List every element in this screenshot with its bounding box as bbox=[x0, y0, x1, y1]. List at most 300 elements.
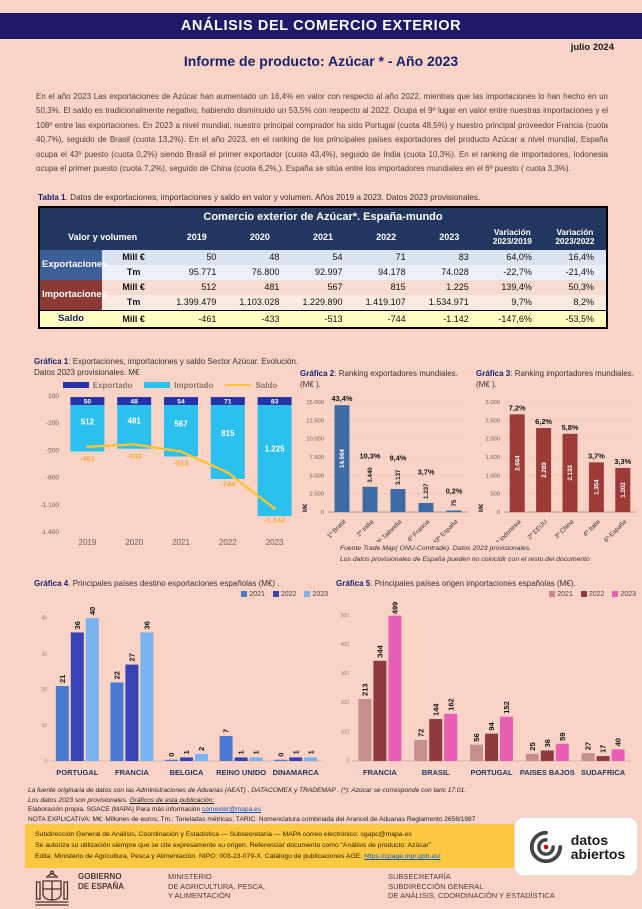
chart-evolution-legend bbox=[34, 378, 306, 392]
bar-value-label: 14.564 bbox=[339, 449, 347, 469]
x-axis-label: 2º India bbox=[355, 518, 376, 539]
x-axis-label: BRASIL bbox=[421, 768, 450, 777]
legend-item bbox=[225, 381, 277, 390]
caption-text: : Ranking importadores mundiales. (M€ ). bbox=[476, 369, 634, 389]
chart-importers-block bbox=[476, 368, 640, 547]
x-axis-label: 43º España bbox=[431, 518, 460, 542]
datos-abiertos-swirl-icon bbox=[527, 828, 565, 866]
y-tick-label: 15.000 bbox=[306, 400, 324, 406]
unit-cell: Mill € bbox=[102, 310, 165, 328]
x-axis-label: 2019 bbox=[78, 538, 97, 547]
x-axis-label: FRANCIA bbox=[363, 768, 397, 777]
pct-label: 7,2% bbox=[508, 403, 526, 413]
spain-coat-of-arms-icon bbox=[34, 869, 70, 907]
bar-value-label: 2.289 bbox=[540, 462, 548, 478]
saldo-value-label: -513 bbox=[173, 458, 189, 468]
export-value-label: 48 bbox=[130, 398, 138, 406]
group-bar bbox=[125, 665, 138, 761]
group-bar bbox=[56, 686, 69, 761]
group-bar bbox=[220, 736, 233, 761]
row-group-label: Exportaciones bbox=[39, 250, 102, 280]
x-axis-label: 3º China bbox=[553, 518, 576, 541]
y-tick-label: 5.000 bbox=[309, 473, 324, 480]
pct-label: 0,2% bbox=[445, 486, 463, 496]
legend-label: Importado bbox=[174, 380, 214, 390]
variation-header: Variación 2023/2019 bbox=[481, 225, 544, 250]
page-title: Informe de producto: Azúcar * - Año 2023 bbox=[183, 53, 459, 69]
datos-abiertos-logo bbox=[514, 817, 638, 876]
x-axis-label: 1º Indonesia bbox=[493, 518, 523, 542]
bar-value-label: 94 bbox=[487, 722, 497, 731]
row-group-label: Importaciones bbox=[39, 280, 102, 311]
g5-svg bbox=[336, 599, 634, 781]
report-banner: ANÁLISIS DEL COMERCIO EXTERIOR bbox=[0, 13, 642, 39]
value-cell: 92.997 bbox=[291, 265, 354, 280]
y-tick-label: 300 bbox=[340, 671, 349, 678]
bar-value-label: 3.440 bbox=[367, 467, 375, 483]
legend-label: 2021 bbox=[249, 590, 265, 598]
x-axis-label: 4º Italia bbox=[582, 518, 602, 539]
x-axis-label: 4º Francia bbox=[406, 518, 432, 542]
value-cell: 71 bbox=[355, 250, 418, 265]
caption-text: . Principales países origen importaciones españolas (M€). bbox=[370, 579, 576, 588]
chart-importers-plot bbox=[476, 390, 640, 547]
bar-value-label: 0 bbox=[167, 752, 177, 757]
legend-label: Saldo bbox=[255, 380, 278, 390]
footer-nota-line: NOTA EXPLICATIVA: M€: Millones de euros; Tm.: Toneladas métricas; TARIC: Nomenclatura combinada del Arancel de Aduanas Reglamento 2658/1987 bbox=[28, 815, 476, 823]
pct-label: 6,2% bbox=[535, 417, 553, 427]
pct-label: 9,4% bbox=[389, 453, 407, 463]
group-bar bbox=[86, 618, 99, 761]
bar-value-label: 344 bbox=[375, 645, 385, 658]
export-value-label: 83 bbox=[270, 398, 279, 406]
import-bar bbox=[117, 405, 151, 449]
unit-cell: Mill € bbox=[102, 250, 165, 265]
x-axis-label: BELGICA bbox=[169, 768, 204, 777]
group-bar bbox=[612, 749, 625, 761]
chart-evolution-block bbox=[34, 356, 306, 555]
chart-origins-plot bbox=[336, 599, 636, 786]
row-group-label: Saldo bbox=[39, 310, 102, 328]
y-tick-label: 100 bbox=[340, 729, 349, 736]
group-bar bbox=[485, 734, 498, 761]
value-cell: 512 bbox=[165, 280, 228, 295]
bar-value-label: 213 bbox=[360, 683, 370, 696]
x-axis-label: 2021 bbox=[172, 538, 190, 547]
datos-logo-word1: datos bbox=[570, 831, 609, 848]
chart-destinations-legend bbox=[34, 589, 328, 599]
bar-value-label: 2 bbox=[197, 746, 207, 751]
group-bar bbox=[388, 616, 401, 761]
graficos-publicacion-link[interactable]: Gráficos de esta publicación: bbox=[129, 796, 215, 804]
group-bar bbox=[235, 757, 248, 761]
report-date: julio 2024 bbox=[570, 42, 614, 53]
import-bar bbox=[70, 405, 104, 451]
group-bar bbox=[195, 754, 208, 761]
bar-value-label: 56 bbox=[472, 733, 482, 742]
y-tick-label: 10.000 bbox=[306, 436, 324, 443]
y-tick-label: 2.500 bbox=[485, 418, 500, 425]
bar-value-label: 0 bbox=[276, 752, 286, 757]
y-tick-label: 1.000 bbox=[485, 473, 500, 480]
legend-swatch bbox=[581, 591, 587, 597]
y-tick-label: 20 bbox=[41, 687, 47, 694]
legend-swatch bbox=[225, 384, 251, 387]
legend-item bbox=[273, 591, 297, 598]
variation-header: Variación 2023/2022 bbox=[544, 225, 607, 250]
value-cell: -22,7% bbox=[481, 265, 544, 280]
legend-swatch bbox=[549, 591, 555, 597]
table-caption-text: . Datos de exportaciones, importaciones y saldo en valor y volumen. Años 2019 a 2023. Datos 2023 provisionales. bbox=[65, 193, 481, 202]
y-axis-title: M€ bbox=[303, 503, 309, 512]
legend-item bbox=[549, 591, 573, 598]
value-cell: 481 bbox=[228, 280, 291, 295]
bar-value-label: 162 bbox=[446, 698, 456, 711]
x-axis-label: 6º España bbox=[602, 518, 629, 542]
charts-row-1 bbox=[0, 356, 642, 578]
group-bar bbox=[541, 751, 554, 761]
bar-value-label: 27 bbox=[583, 741, 593, 751]
bar-value-label: 2.133 bbox=[567, 465, 575, 481]
bar-value-label: 1.237 bbox=[423, 483, 431, 499]
saldo-value-label: -433 bbox=[126, 451, 142, 461]
chart-evolution-caption bbox=[34, 356, 306, 378]
bar-value-label: 1 bbox=[251, 750, 261, 755]
group-bar bbox=[444, 714, 457, 761]
legend-item bbox=[612, 591, 636, 598]
chart-import-origins-block bbox=[336, 578, 636, 786]
value-cell: 83 bbox=[418, 250, 481, 265]
x-axis-label: 2020 bbox=[125, 538, 144, 547]
group-bar bbox=[500, 717, 513, 761]
group-bar bbox=[140, 632, 153, 761]
x-axis-label: REINO UNIDO bbox=[216, 768, 267, 777]
bar-value-label: 40 bbox=[87, 606, 97, 616]
saldo-value-label: -1.142 bbox=[263, 515, 286, 525]
chart-destinations-plot bbox=[34, 599, 328, 786]
trade-table bbox=[38, 206, 608, 329]
value-cell: -513 bbox=[291, 310, 354, 328]
legend-swatch bbox=[144, 382, 170, 388]
bar-value-label: 75 bbox=[451, 499, 459, 507]
table-caption-label: Tabla 1 bbox=[38, 193, 66, 202]
footnote-source: Fuente Trade Map( ONU-Comtrade). Datos 2023 provisionales. bbox=[340, 545, 532, 552]
y-tick-label: 30 bbox=[41, 651, 47, 658]
bar-value-label: 22 bbox=[112, 671, 122, 680]
caption-bold: Gráfica 2 bbox=[300, 369, 335, 378]
chart-origins-caption bbox=[336, 578, 636, 589]
banner-line-edita: Edita: Ministerio de Agricultura, Pesca y Alimentación. NIPO: 003-23-079-X. Catálogo de publicaciones AGE: https://cpage.mpr.gob.es/ bbox=[35, 853, 441, 860]
legend-label: 2021 bbox=[557, 590, 573, 598]
value-cell: 8,2% bbox=[544, 295, 607, 311]
group-bar bbox=[373, 661, 386, 761]
y-tick-label: 200 bbox=[340, 700, 349, 707]
bar-value-label: 152 bbox=[502, 701, 512, 714]
rank-bar bbox=[447, 511, 462, 513]
value-cell: 74.028 bbox=[418, 265, 481, 280]
legend-swatch bbox=[63, 382, 89, 388]
group-bar bbox=[71, 632, 84, 761]
chart-exporters-caption bbox=[300, 368, 472, 390]
x-axis-label: 1º Brasil bbox=[325, 518, 348, 540]
footer-elaboracion-line: Elaboración propia. SGACE (MAPA) Para más información comexter@mapa.es bbox=[28, 806, 262, 814]
chart-evolution-plot bbox=[34, 392, 306, 555]
legend-swatch bbox=[273, 591, 279, 597]
unit-cell: Mill € bbox=[102, 280, 165, 295]
g1-svg bbox=[34, 392, 306, 550]
x-axis-label: PORTUGAL bbox=[470, 768, 513, 777]
group-bar bbox=[414, 740, 427, 761]
saldo-value-label: -744 bbox=[220, 479, 236, 489]
x-axis-label: 2022 bbox=[218, 538, 237, 547]
chart-exporters-plot bbox=[300, 390, 472, 547]
legend-label: Exportado bbox=[92, 380, 133, 390]
pct-label: 3,7% bbox=[417, 467, 435, 477]
y-tick-label: 0 bbox=[320, 510, 324, 516]
y-tick-label: -500 bbox=[45, 447, 59, 455]
value-cell: 95.771 bbox=[165, 265, 228, 280]
group-bar bbox=[289, 757, 302, 761]
unit-cell: Tm bbox=[102, 295, 165, 311]
banner-line-contact: Subdirección General de Análisis, Coordinación y Estadística — Subsecretaría — MAPA correo electrónico: sgapc@mapa.es bbox=[35, 831, 412, 838]
value-cell: -433 bbox=[228, 310, 291, 328]
chart-export-destinations-block bbox=[34, 578, 328, 786]
pct-label: 3,7% bbox=[587, 451, 605, 461]
value-cell: 64,0% bbox=[481, 250, 544, 265]
y-tick-label: 400 bbox=[340, 641, 349, 648]
group-bar bbox=[110, 682, 123, 761]
value-cell: 139,4% bbox=[481, 280, 544, 295]
legend-label: 2023 bbox=[312, 590, 328, 598]
footer-source-line: La fuente originaria de datos son las Administraciones de Aduanas (AEAT) , DATACOMEX y TRADEMAP . (*): Azúcar se corresponde con taric 17.01. bbox=[28, 787, 467, 794]
bar-value-label: 21 bbox=[57, 674, 67, 683]
import-value-label: 815 bbox=[221, 429, 235, 439]
bar-value-label: 499 bbox=[390, 601, 400, 615]
chart-destinations-caption bbox=[34, 578, 328, 589]
export-value-label: 54 bbox=[177, 398, 185, 406]
g2-svg bbox=[300, 390, 470, 542]
footer-provisional-line: Los datos 2023 son provisionales. Gráficos de esta publicación: bbox=[28, 796, 215, 804]
value-cell: 1.229.890 bbox=[291, 295, 354, 311]
value-cell: 1.225 bbox=[418, 280, 481, 295]
value-cell: 50,3% bbox=[544, 280, 607, 295]
legend-item bbox=[581, 591, 605, 598]
bar-value-label: 36 bbox=[542, 739, 552, 748]
ministerio-label: MINISTERIO DE AGRICULTURA, PESCA, Y ALIMENTACIÓN bbox=[168, 872, 265, 900]
y-tick-label: 2.000 bbox=[485, 436, 500, 443]
year-header: 2020 bbox=[228, 225, 291, 250]
y-tick-label: 40 bbox=[41, 615, 47, 622]
x-axis-label: 3º Tailandia bbox=[375, 518, 404, 542]
intro-paragraph: En el año 2023 Las exportaciones de Azúcar han aumentado un 16,4% en valor con respecto al año 2022, mientras que las importaciones lo han hecho en un 50,3%. El saldo es tradicionalmente negativo, habiendo disminuido un 53,5% con respecto al 2022. Ocupa el 9º lugar en valor entre nuestras importaciones y el 108º entre las exportaciones. En 2023 a nivel mundial, nuestro principal comprador ha sido Portugal (cuota 48,5%) y nuestro principal proveedor Francia (cuota 40,7%), seguido de Brasil (cuota 13,2%). En el año 2023, en el ranking de los principales países exportadores del producto Azúcar a nivel mundial, España ocupa el 43º puesto (cuota 0,2%) siendo Brasil el primer exportador (cuota 43,4%), seguido de India (cuota 10,3%). En el ranking de importadores, Indonesia ocupa el primer puesto (cuota 7,2%), seguido de China (cuota 6,2%,). España se sitúa entre los importadores mundiales en el 6º puesto ( cuota 3,3%). bbox=[36, 92, 608, 174]
pct-label: 10,3% bbox=[359, 451, 381, 461]
bar-value-label: 27 bbox=[127, 653, 137, 662]
legend-label: 2023 bbox=[620, 590, 636, 598]
caption-text: : Exportaciones, importaciones y saldo Sector Azúcar. Evolución. Datos 2023 provisionales. M€ bbox=[34, 357, 299, 377]
group-bar bbox=[304, 757, 317, 761]
bar-value-label: 1 bbox=[306, 750, 316, 755]
value-cell: 567 bbox=[291, 280, 354, 295]
gobierno-espana-label: GOBIERNO DE ESPAÑA bbox=[78, 872, 125, 891]
trade-table-wrap bbox=[38, 206, 608, 329]
g3-svg bbox=[476, 390, 638, 542]
value-cell: -461 bbox=[165, 310, 228, 328]
value-cell: -147,6% bbox=[481, 310, 544, 328]
value-cell: -53,5% bbox=[544, 310, 607, 328]
y-tick-label: 7.500 bbox=[309, 455, 324, 461]
table-caption bbox=[38, 193, 480, 202]
table-title: Comercio exterior de Azúcar*. España-mundo bbox=[39, 207, 607, 225]
x-axis-label: PAISES BAJOS bbox=[519, 768, 575, 777]
bar-value-label: 2.664 bbox=[514, 455, 522, 471]
trade-map-footnote bbox=[340, 544, 630, 565]
group-bar bbox=[250, 757, 263, 761]
legend-item bbox=[144, 381, 213, 390]
value-cell: -21,4% bbox=[544, 265, 607, 280]
pct-label: 5,8% bbox=[561, 422, 579, 432]
group-bar bbox=[180, 757, 193, 761]
bar-value-label: 7 bbox=[221, 728, 231, 733]
bar-value-label: 1.354 bbox=[593, 479, 601, 495]
pct-label: 3,3% bbox=[614, 456, 632, 466]
caption-text: . Principales países destino exportaciones españolas (M€) . bbox=[68, 579, 280, 588]
y-tick-label: 0 bbox=[44, 758, 47, 765]
legend-swatch bbox=[304, 591, 310, 597]
value-cell: 815 bbox=[355, 280, 418, 295]
y-tick-label: 3.000 bbox=[485, 400, 500, 406]
export-value-label: 71 bbox=[224, 398, 232, 406]
value-cell: 94.178 bbox=[355, 265, 418, 280]
col-header: Valor y volumen bbox=[39, 225, 165, 250]
y-tick-label: 0 bbox=[346, 758, 349, 765]
import-value-label: 1.225 bbox=[264, 444, 285, 454]
export-value-label: 50 bbox=[83, 398, 92, 406]
bar-value-label: 36 bbox=[142, 621, 152, 630]
import-value-label: 481 bbox=[127, 416, 141, 426]
y-tick-label: -200 bbox=[45, 420, 59, 428]
y-tick-label: 500 bbox=[340, 612, 349, 619]
group-bar bbox=[165, 760, 178, 761]
caption-bold: Gráfica 3 bbox=[476, 369, 511, 378]
value-cell: 76.800 bbox=[228, 265, 291, 280]
legend-label: 2022 bbox=[588, 590, 605, 598]
bar-value-label: 144 bbox=[431, 703, 441, 717]
value-cell: 48 bbox=[228, 250, 291, 265]
legend-item bbox=[63, 381, 133, 390]
y-tick-label: 2.500 bbox=[309, 491, 324, 498]
rank-bar bbox=[391, 489, 406, 512]
group-bar bbox=[582, 753, 595, 761]
bar-value-label: 40 bbox=[613, 738, 623, 747]
value-cell: 1.419.107 bbox=[355, 295, 418, 311]
chart-origins-legend bbox=[336, 589, 636, 599]
cpage-link[interactable]: https://cpage.mpr.gob.es/ bbox=[364, 853, 441, 860]
group-bar bbox=[358, 699, 371, 761]
legend-label: 2022 bbox=[280, 590, 297, 598]
group-bar bbox=[274, 760, 287, 761]
legend-swatch bbox=[612, 591, 618, 597]
year-header: 2023 bbox=[418, 225, 481, 250]
y-tick-label: -1.400 bbox=[40, 529, 59, 536]
footnote-disclaimer: Los datos provisionales de España pueden no coincidir con el resto del documento bbox=[340, 555, 590, 563]
year-header: 2022 bbox=[355, 225, 418, 250]
x-axis-label: SUDAFRICA bbox=[581, 768, 626, 777]
year-header: 2019 bbox=[165, 225, 228, 250]
group-bar bbox=[526, 754, 539, 761]
group-bar bbox=[429, 719, 442, 761]
bar-value-label: 1 bbox=[236, 750, 246, 755]
y-tick-label: 100 bbox=[48, 393, 59, 400]
bar-value-label: 1 bbox=[291, 750, 301, 755]
rank-bar bbox=[419, 503, 434, 512]
subsecretaria-label: SUBSECRETARÍA SUBDIRECCIÓN GENERAL DE ANÁLISIS, COORDINACIÓN Y ESTADÍSTICA bbox=[388, 872, 555, 900]
chart-importers-caption bbox=[476, 368, 640, 390]
value-cell: 1.534.971 bbox=[418, 295, 481, 311]
bar-value-label: 3.137 bbox=[395, 469, 403, 485]
banner-line-license: Se autoriza su utilización siempre que se cite expresamente su origen. Referenciar documento como “Análisis de producto: Azúcar” bbox=[35, 842, 431, 849]
caption-bold: Gráfica 4 bbox=[34, 579, 69, 588]
bar-value-label: 17 bbox=[598, 744, 608, 754]
pct-label: 43,4% bbox=[331, 394, 353, 404]
import-value-label: 567 bbox=[174, 419, 188, 429]
charts-row-2 bbox=[0, 578, 642, 786]
datos-logo-word2: abiertos bbox=[570, 845, 626, 862]
value-cell: 1.399.479 bbox=[165, 295, 228, 311]
y-tick-label: 1.500 bbox=[485, 455, 500, 461]
bar-value-label: 36 bbox=[72, 621, 82, 630]
year-header: 2021 bbox=[291, 225, 354, 250]
bar-value-label: 59 bbox=[557, 732, 567, 741]
legend-item bbox=[304, 591, 328, 598]
legend-swatch bbox=[241, 591, 247, 597]
legend-item bbox=[241, 591, 265, 598]
x-axis-label: 2023 bbox=[265, 538, 284, 547]
value-cell: 9,7% bbox=[481, 295, 544, 311]
chart-exporters-block bbox=[300, 368, 472, 547]
x-axis-label: 2º EEUU bbox=[526, 518, 550, 542]
y-tick-label: 500 bbox=[490, 491, 500, 498]
bar-value-label: 1.202 bbox=[620, 482, 627, 498]
group-bar bbox=[470, 745, 483, 761]
unit-cell: Tm bbox=[102, 265, 165, 280]
x-axis-label: PORTUGAL bbox=[56, 768, 99, 777]
g4-svg bbox=[34, 599, 326, 781]
import-value-label: 512 bbox=[80, 417, 95, 427]
value-cell: -1.142 bbox=[418, 310, 481, 328]
saldo-value-label: -461 bbox=[79, 453, 95, 463]
x-axis-label: DINAMARCA bbox=[272, 768, 319, 777]
y-tick-label: -1.100 bbox=[40, 501, 59, 509]
value-cell: 16,4% bbox=[544, 250, 607, 265]
value-cell: -744 bbox=[355, 310, 418, 328]
y-axis-title: M€ bbox=[479, 503, 485, 512]
value-cell: 54 bbox=[291, 250, 354, 265]
caption-text: : Ranking exportadores mundiales. (M€ ). bbox=[300, 369, 458, 389]
comexter-email-link[interactable]: comexter@mapa.es bbox=[201, 806, 262, 814]
y-tick-label: 12.500 bbox=[306, 418, 324, 425]
caption-bold: Gráfica 1 bbox=[34, 357, 69, 366]
y-tick-label: 0 bbox=[496, 510, 500, 516]
y-tick-label: 10 bbox=[41, 722, 47, 729]
value-cell: 50 bbox=[165, 250, 228, 265]
group-bar bbox=[556, 744, 569, 761]
group-bar bbox=[597, 756, 610, 761]
y-tick-label: -800 bbox=[45, 474, 59, 482]
bar-value-label: 25 bbox=[527, 742, 537, 751]
caption-bold: Gráfica 5 bbox=[336, 579, 371, 588]
rank-bar bbox=[363, 487, 378, 512]
x-axis-label: FRANCIA bbox=[115, 768, 149, 777]
